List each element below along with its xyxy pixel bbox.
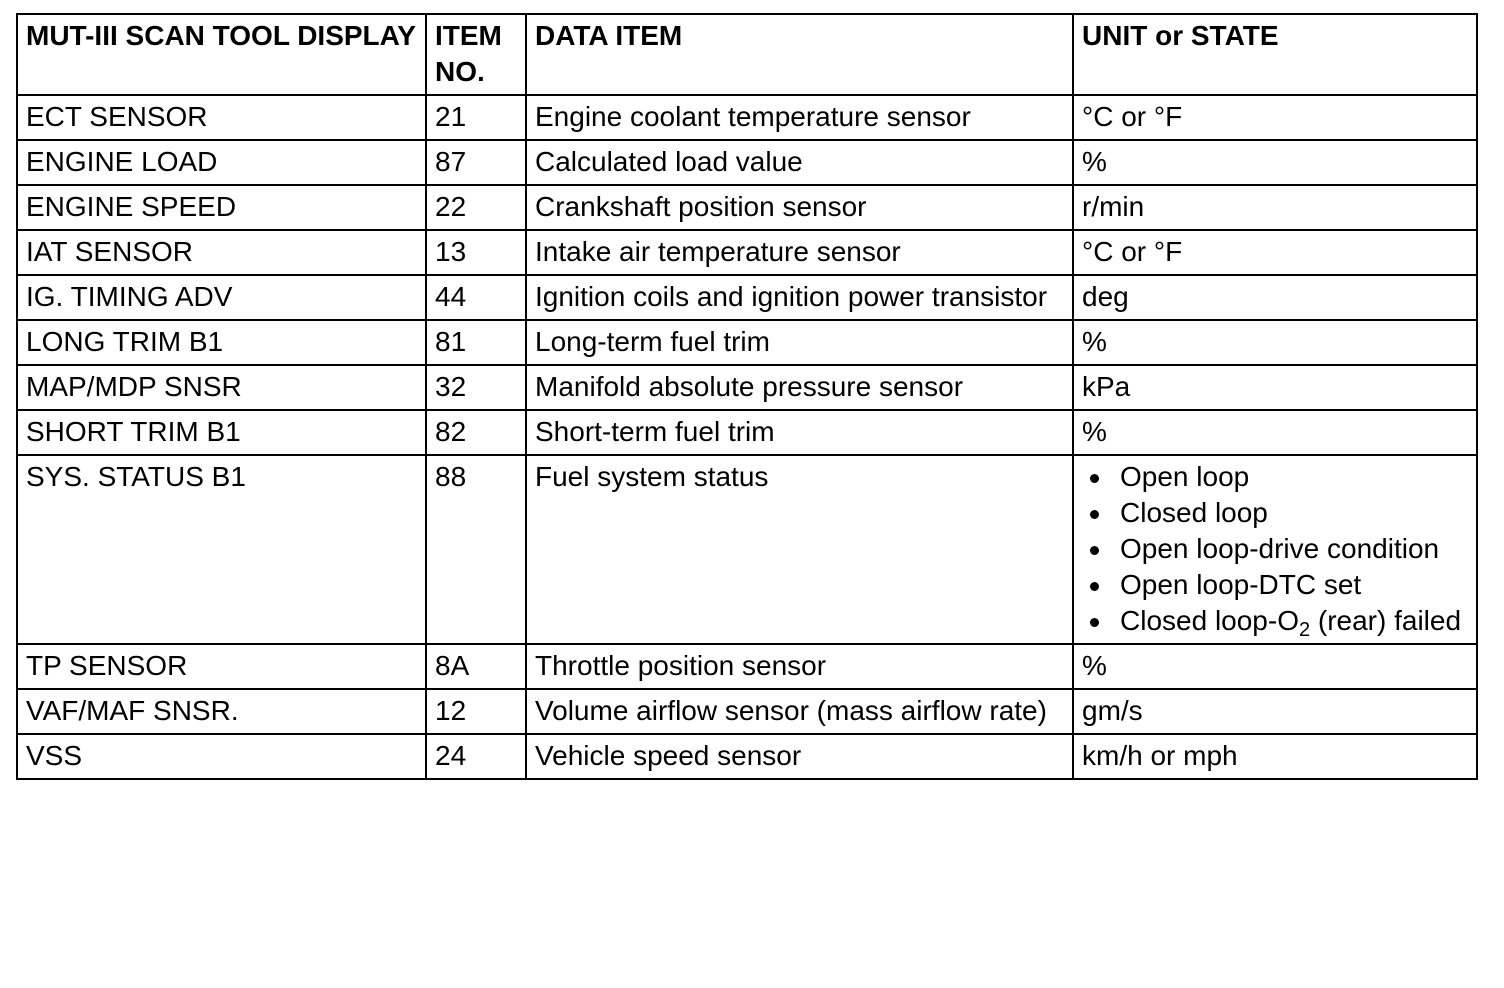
cell-unit: kPa xyxy=(1073,365,1477,410)
cell-item-no: 32 xyxy=(426,365,526,410)
cell-data-item: Fuel system status xyxy=(526,455,1073,644)
cell-data-item: Manifold absolute pressure sensor xyxy=(526,365,1073,410)
table-row xyxy=(17,320,1477,365)
cell-item-no: 88 xyxy=(426,455,526,644)
cell-unit: deg xyxy=(1073,275,1477,320)
cell-unit: % xyxy=(1073,320,1477,365)
status-list-item xyxy=(1120,603,1468,639)
cell-item-no: 21 xyxy=(426,95,526,140)
status-list xyxy=(1082,459,1468,639)
cell-item-no: 81 xyxy=(426,320,526,365)
scan-tool-data-table xyxy=(16,13,1478,780)
cell-data-item: Long-term fuel trim xyxy=(526,320,1073,365)
table-row xyxy=(17,410,1477,455)
table-header-row xyxy=(17,14,1477,95)
cell-item-no: 44 xyxy=(426,275,526,320)
status-list-item xyxy=(1120,459,1468,495)
cell-item-no: 22 xyxy=(426,185,526,230)
cell-unit: % xyxy=(1073,644,1477,689)
cell-display: VSS xyxy=(17,734,426,779)
cell-unit: °C or °F xyxy=(1073,230,1477,275)
cell-display: VAF/MAF SNSR. xyxy=(17,689,426,734)
status-list-item xyxy=(1120,495,1468,531)
cell-display: TP SENSOR xyxy=(17,644,426,689)
status-list-item xyxy=(1120,567,1468,603)
cell-display: MAP/MDP SNSR xyxy=(17,365,426,410)
status-text: Closed loop xyxy=(1120,497,1268,528)
cell-display: SYS. STATUS B1 xyxy=(17,455,426,644)
cell-data-item: Ignition coils and ignition power transistor xyxy=(526,275,1073,320)
status-subscript: 2 xyxy=(1298,619,1311,641)
header-item-no: ITEM NO. xyxy=(426,14,526,95)
cell-unit: °C or °F xyxy=(1073,95,1477,140)
cell-data-item: Throttle position sensor xyxy=(526,644,1073,689)
cell-display: LONG TRIM B1 xyxy=(17,320,426,365)
cell-item-no: 87 xyxy=(426,140,526,185)
table-row xyxy=(17,140,1477,185)
table-row xyxy=(17,734,1477,779)
status-text: Open loop-drive condition xyxy=(1120,533,1440,564)
table-row xyxy=(17,689,1477,734)
status-text-suffix: (rear) failed xyxy=(1310,605,1462,636)
status-text: Open loop xyxy=(1120,461,1250,492)
cell-item-no: 82 xyxy=(426,410,526,455)
cell-unit xyxy=(1073,455,1477,644)
cell-display: IG. TIMING ADV xyxy=(17,275,426,320)
cell-unit: % xyxy=(1073,410,1477,455)
status-list-item xyxy=(1120,531,1468,567)
cell-data-item: Volume airflow sensor (mass airflow rate) xyxy=(526,689,1073,734)
table-row xyxy=(17,230,1477,275)
cell-data-item: Engine coolant temperature sensor xyxy=(526,95,1073,140)
cell-data-item: Crankshaft position sensor xyxy=(526,185,1073,230)
cell-item-no: 24 xyxy=(426,734,526,779)
table-row xyxy=(17,95,1477,140)
cell-data-item: Intake air temperature sensor xyxy=(526,230,1073,275)
cell-display: ENGINE SPEED xyxy=(17,185,426,230)
cell-unit: % xyxy=(1073,140,1477,185)
header-unit: UNIT or STATE xyxy=(1073,14,1477,95)
cell-display: IAT SENSOR xyxy=(17,230,426,275)
cell-unit: km/h or mph xyxy=(1073,734,1477,779)
status-text: Closed loop-O xyxy=(1120,605,1299,636)
cell-item-no: 13 xyxy=(426,230,526,275)
header-display: MUT-III SCAN TOOL DISPLAY xyxy=(17,14,426,95)
cell-data-item: Short-term fuel trim xyxy=(526,410,1073,455)
header-data-item: DATA ITEM xyxy=(526,14,1073,95)
cell-data-item: Calculated load value xyxy=(526,140,1073,185)
table-row xyxy=(17,644,1477,689)
table-row xyxy=(17,185,1477,230)
table-row xyxy=(17,275,1477,320)
cell-display: SHORT TRIM B1 xyxy=(17,410,426,455)
cell-display: ENGINE LOAD xyxy=(17,140,426,185)
cell-item-no: 8A xyxy=(426,644,526,689)
status-text: Open loop-DTC set xyxy=(1120,569,1362,600)
cell-display: ECT SENSOR xyxy=(17,95,426,140)
cell-unit: r/min xyxy=(1073,185,1477,230)
cell-item-no: 12 xyxy=(426,689,526,734)
table-row xyxy=(17,455,1477,644)
table-row xyxy=(17,365,1477,410)
cell-data-item: Vehicle speed sensor xyxy=(526,734,1073,779)
cell-unit: gm/s xyxy=(1073,689,1477,734)
